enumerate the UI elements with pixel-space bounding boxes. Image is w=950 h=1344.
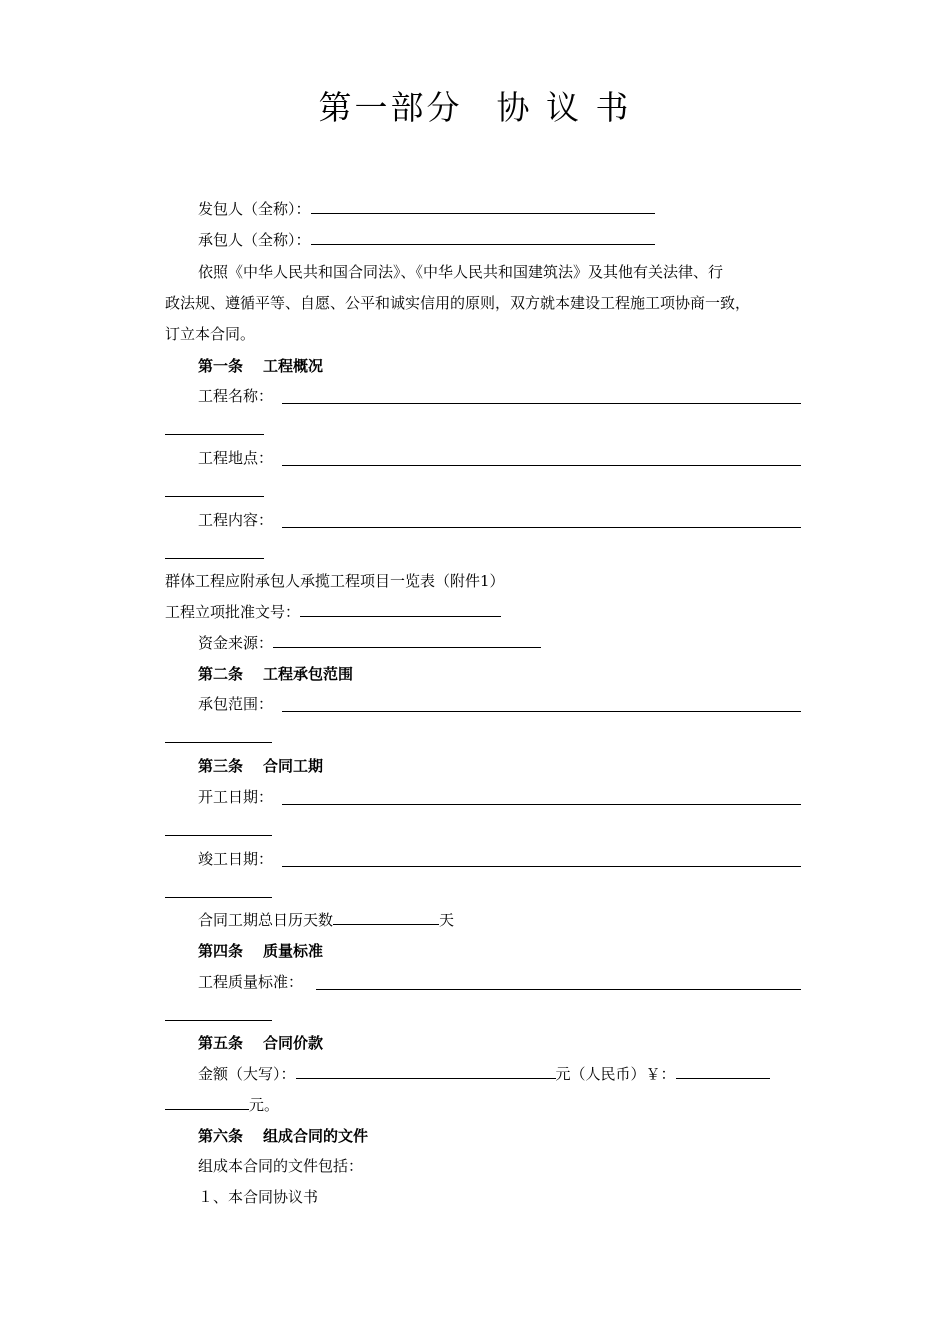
- total-days-blank[interactable]: [333, 910, 439, 925]
- project-name-blank-cont[interactable]: [165, 434, 264, 435]
- scope-label: 承包范围：: [198, 695, 274, 713]
- amount-figures-blank[interactable]: [676, 1064, 770, 1079]
- article-6-number: 第六条: [198, 1127, 244, 1145]
- rmb-label: 元（人民币）￥：: [555, 1065, 676, 1083]
- contractor-line: [198, 230, 655, 250]
- approval-label: 工程立项批准文号：: [165, 603, 301, 621]
- project-name-label: 工程名称：: [198, 387, 274, 405]
- preamble-line-1: 依照《中华人民共和国合同法》、《中华人民共和国建筑法》及其他有关法律、行: [198, 263, 724, 281]
- amount-words-blank[interactable]: [296, 1064, 556, 1079]
- quality-blank-cont[interactable]: [165, 1020, 272, 1021]
- preamble-line-2: 政法规、遵循平等、自愿、公平和诚实信用的原则，双方就本建设工程施工项协商一致，: [165, 294, 751, 312]
- total-days-prefix: 合同工期总日历天数: [198, 911, 334, 929]
- title-name: 协 议 书: [496, 88, 632, 127]
- project-content-label: 工程内容：: [198, 511, 274, 529]
- total-days-line: [198, 910, 454, 930]
- article-4-heading: [198, 941, 323, 961]
- article-1-heading: [198, 356, 323, 376]
- end-date-label: 竣工日期：: [198, 850, 274, 868]
- group-note: 群体工程应附承包人承揽工程项目一览表（附件1）: [165, 572, 505, 590]
- amount-figures-blank-cont[interactable]: [165, 1095, 249, 1110]
- scope-blank[interactable]: [282, 711, 801, 712]
- article-6-title: 组成合同的文件: [263, 1127, 369, 1145]
- article-4-title: 质量标准: [263, 942, 324, 960]
- scope-blank-cont[interactable]: [165, 742, 272, 743]
- start-date-blank-cont[interactable]: [165, 835, 272, 836]
- title-part: 第一部分: [318, 88, 463, 127]
- employer-label: 发包人（全称）：: [198, 200, 311, 218]
- start-date-label: 开工日期：: [198, 788, 274, 806]
- funding-line: [198, 633, 541, 653]
- article-3-heading: [198, 756, 323, 776]
- approval-line: [165, 602, 501, 622]
- article-5-title: 合同价款: [263, 1034, 324, 1052]
- amount-label: 金额（大写）：: [198, 1065, 296, 1083]
- quality-label: 工程质量标准：: [198, 973, 304, 991]
- funding-label: 资金来源：: [198, 634, 274, 652]
- total-days-suffix: 天: [439, 911, 455, 929]
- yuan-label: 元。: [249, 1096, 280, 1114]
- quality-blank[interactable]: [316, 989, 801, 990]
- amount-cont-line: [165, 1095, 279, 1115]
- article-4-number: 第四条: [198, 942, 244, 960]
- contractor-label: 承包人（全称）：: [198, 231, 311, 249]
- project-location-blank-cont[interactable]: [165, 496, 264, 497]
- article-3-number: 第三条: [198, 757, 244, 775]
- project-content-blank-cont[interactable]: [165, 558, 264, 559]
- end-date-blank[interactable]: [282, 866, 801, 867]
- employer-line: [198, 199, 655, 219]
- article-5-number: 第五条: [198, 1034, 244, 1052]
- project-location-blank[interactable]: [282, 465, 801, 466]
- article-1-number: 第一条: [198, 357, 244, 375]
- approval-blank[interactable]: [300, 602, 501, 617]
- article-2-number: 第二条: [198, 665, 244, 683]
- article-6-heading: [198, 1126, 368, 1146]
- employer-blank[interactable]: [311, 199, 655, 214]
- end-date-blank-cont[interactable]: [165, 897, 272, 898]
- page-title: [0, 82, 950, 129]
- article-2-heading: [198, 664, 353, 684]
- contractor-blank[interactable]: [311, 230, 655, 245]
- project-content-blank[interactable]: [282, 527, 801, 528]
- article-3-title: 合同工期: [263, 757, 324, 775]
- documents-item-1: １、本合同协议书: [198, 1188, 319, 1206]
- project-location-label: 工程地点：: [198, 449, 274, 467]
- amount-line: [198, 1064, 770, 1084]
- article-1-title: 工程概况: [263, 357, 324, 375]
- start-date-blank[interactable]: [282, 804, 801, 805]
- article-5-heading: [198, 1033, 323, 1053]
- preamble-line-3: 订立本合同。: [165, 325, 256, 343]
- documents-intro: 组成本合同的文件包括：: [198, 1157, 364, 1175]
- funding-blank[interactable]: [273, 633, 541, 648]
- project-name-blank[interactable]: [282, 403, 801, 404]
- article-2-title: 工程承包范围: [263, 665, 354, 683]
